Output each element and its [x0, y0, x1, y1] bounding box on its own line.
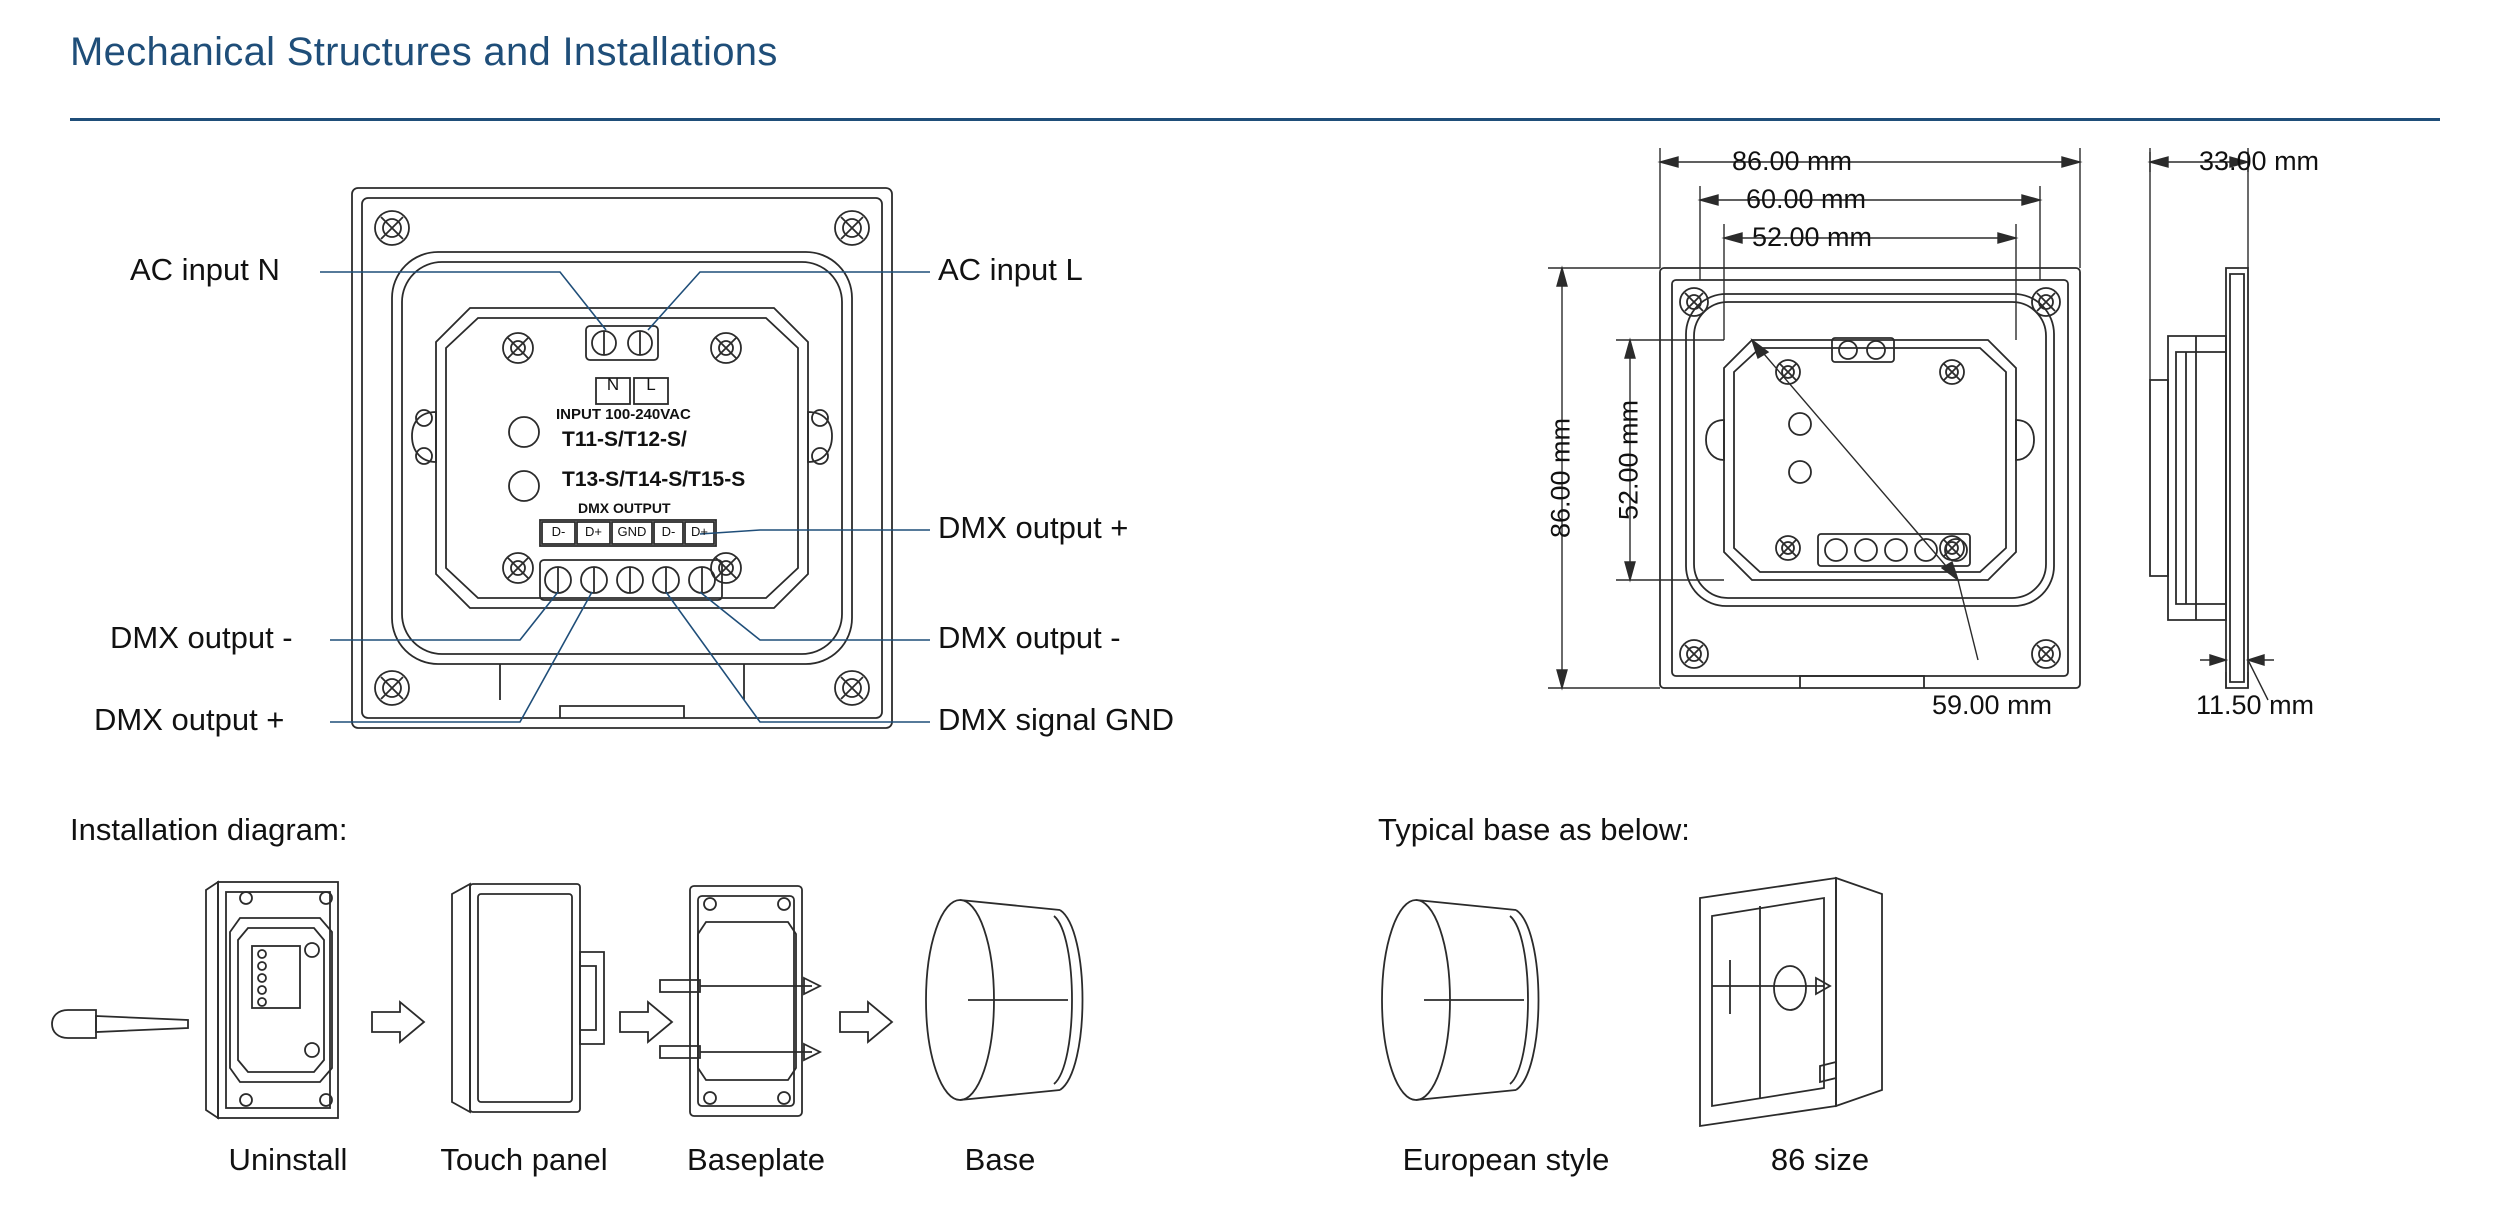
install-step-base — [926, 900, 1083, 1100]
board-input-rating: INPUT 100-240VAC — [556, 406, 691, 423]
caption-step-uninstall: Uninstall — [228, 1142, 348, 1177]
board-terminal-l: L — [646, 375, 656, 394]
dim-height-inner: 52.00 mm — [1613, 399, 1644, 521]
dim-height-outer: 86.00 mm — [1545, 417, 1576, 539]
install-step-touch-panel — [452, 884, 604, 1112]
dim-side-thickness: 11.50 mm — [2196, 690, 2315, 720]
dim-width-inner: 52.00 mm — [1751, 222, 1873, 252]
callout-dmx-output-minus-right: DMX output - — [938, 620, 1121, 655]
board-dmx-output-title: DMX OUTPUT — [578, 500, 671, 516]
callout-dmx-output-plus-left: DMX output + — [94, 702, 285, 737]
caption-step-touch-panel: Touch panel — [440, 1142, 608, 1177]
typical-base-86-size — [1700, 878, 1882, 1126]
board-dmx-pin-5: D+ — [691, 524, 708, 539]
install-arrow-3 — [840, 1002, 892, 1042]
typical-base-european — [1382, 900, 1539, 1100]
board-dmx-pin-3: GND — [617, 524, 647, 539]
board-dmx-pin-1: D- — [551, 524, 566, 539]
caption-base-european: European style — [1402, 1142, 1610, 1177]
page-title: Mechanical Structures and Installations — [70, 30, 778, 74]
caption-step-baseplate: Baseplate — [687, 1142, 825, 1177]
section-label-installation: Installation diagram: — [70, 812, 348, 847]
section-label-typical-base: Typical base as below: — [1378, 812, 1690, 847]
callout-dmx-output-minus-left: DMX output - — [110, 620, 293, 655]
install-arrow-1 — [372, 1002, 424, 1042]
board-dmx-pin-2: D+ — [585, 524, 602, 539]
dim-diagonal: 59.00 mm — [1932, 690, 2053, 720]
terminal-front-view — [352, 188, 892, 728]
dim-side-depth: 33.00 mm — [2199, 146, 2320, 176]
dim-width-outer: 86.00 mm — [1731, 146, 1853, 176]
callout-dmx-output-plus-right: DMX output + — [938, 510, 1129, 545]
side-dimension-view — [2150, 148, 2274, 700]
install-step-baseplate — [660, 886, 820, 1116]
callout-dmx-signal-gnd: DMX signal GND — [938, 702, 1174, 737]
callout-ac-input-l: AC input L — [938, 252, 1083, 287]
caption-base-86-size: 86 size — [1770, 1142, 1870, 1177]
caption-step-base: Base — [964, 1142, 1036, 1177]
board-dmx-pin-4: D- — [661, 524, 676, 539]
board-terminal-n: N — [606, 375, 620, 394]
board-model-line-2: T13-S/T14-S/T15-S — [562, 468, 746, 491]
install-step-uninstall — [52, 882, 338, 1118]
dim-width-mid: 60.00 mm — [1745, 184, 1867, 214]
callout-ac-input-n: AC input N — [130, 252, 280, 287]
install-arrow-2 — [620, 1002, 672, 1042]
board-model-line-1: T11-S/T12-S/ — [562, 428, 687, 451]
